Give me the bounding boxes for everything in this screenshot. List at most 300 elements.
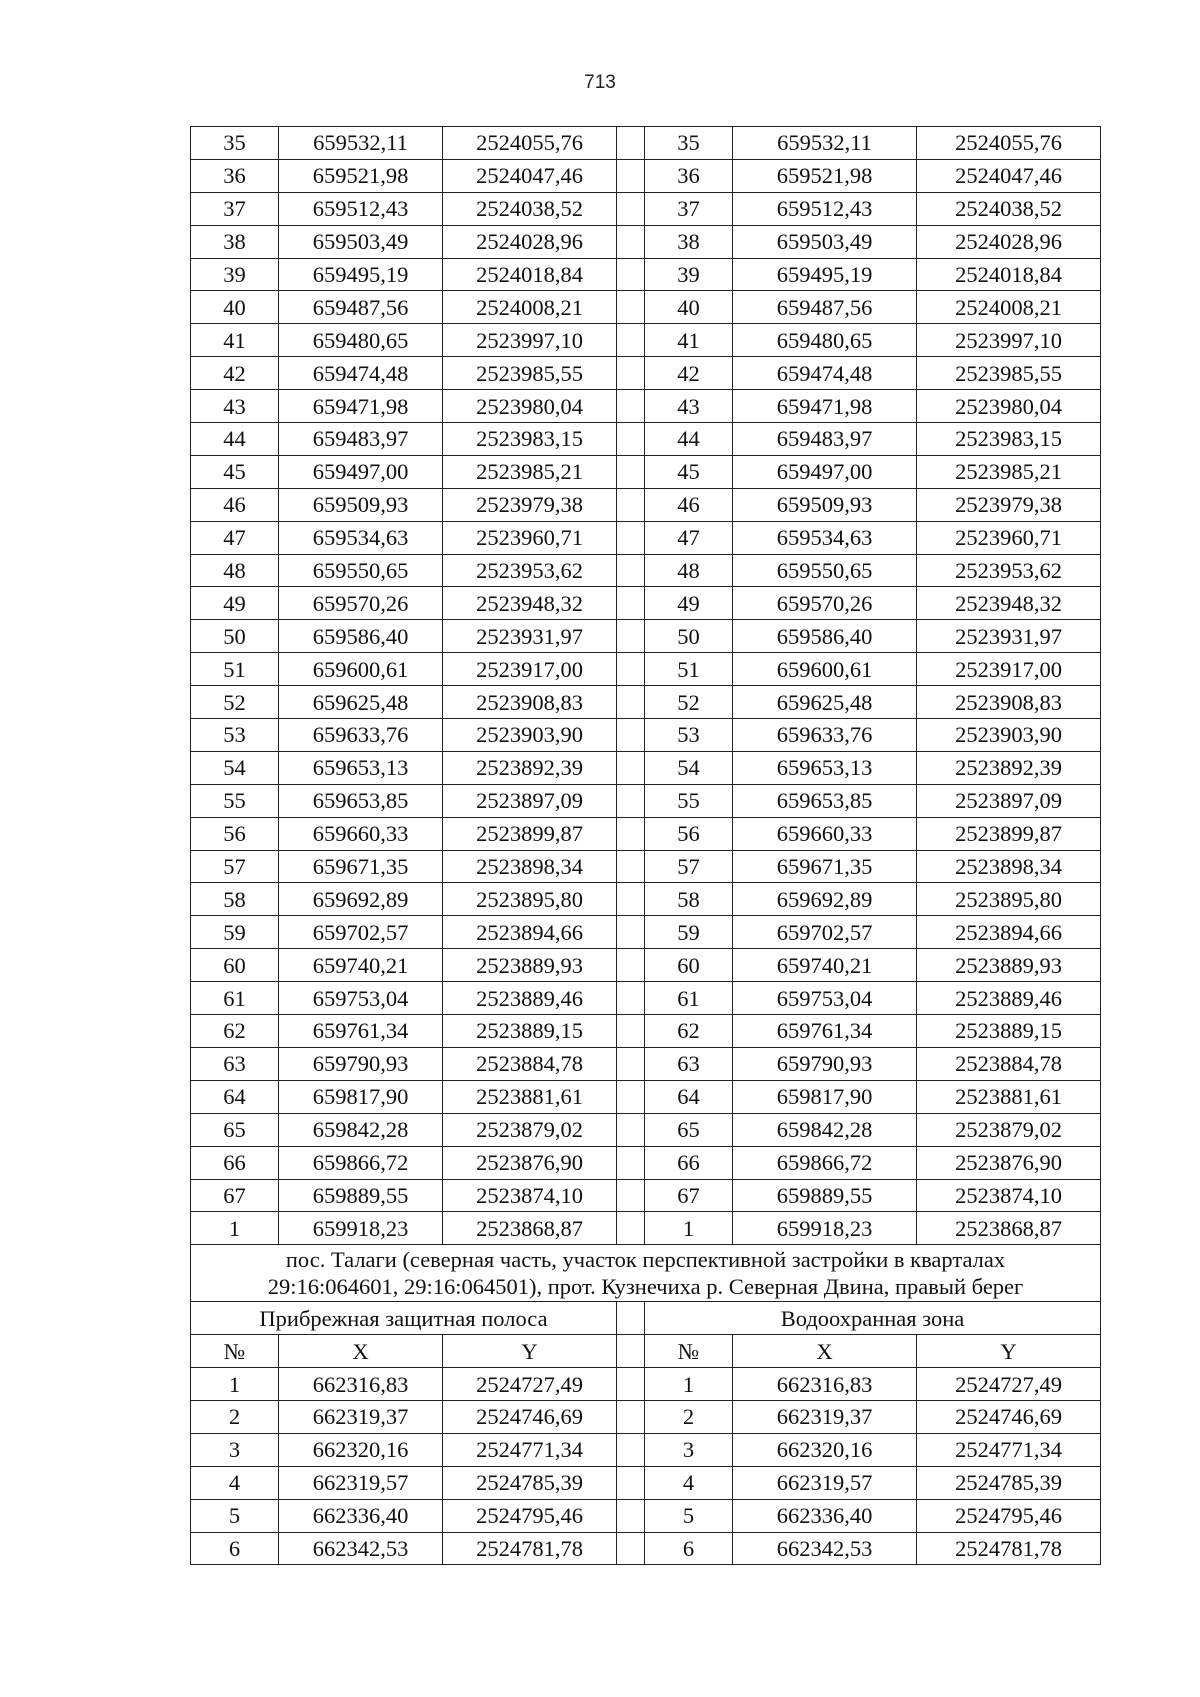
point-number-left: 66 (191, 1146, 279, 1179)
point-number-right: 6 (645, 1532, 733, 1565)
x-coordinate-left: 659633,76 (279, 719, 443, 752)
x-coordinate-left: 659550,65 (279, 554, 443, 587)
x-coordinate-left: 659761,34 (279, 1015, 443, 1048)
point-number-right: 35 (645, 127, 733, 160)
point-number-left: 48 (191, 554, 279, 587)
y-coordinate-right: 2523980,04 (917, 390, 1101, 423)
point-number-left: 1 (191, 1212, 279, 1245)
x-coordinate-right: 659740,21 (733, 949, 917, 982)
x-coordinate-left: 662336,40 (279, 1499, 443, 1532)
x-coordinate-right: 659512,43 (733, 192, 917, 225)
point-number-left: 36 (191, 159, 279, 192)
point-number-left: 52 (191, 686, 279, 719)
y-coordinate-left: 2524008,21 (443, 291, 617, 324)
y-coordinate-right: 2523898,34 (917, 850, 1101, 883)
section-caption-row (191, 1245, 1101, 1302)
point-number-left: 5 (191, 1499, 279, 1532)
table-row (191, 127, 1101, 160)
spacer-cell (617, 686, 645, 719)
y-coordinate-left: 2524727,49 (443, 1368, 617, 1401)
x-coordinate-left: 662320,16 (279, 1433, 443, 1466)
x-coordinate-right: 659532,11 (733, 127, 917, 160)
y-coordinate-right: 2524038,52 (917, 192, 1101, 225)
column-header-y-right: Y (917, 1335, 1101, 1368)
point-number-left: 38 (191, 225, 279, 258)
point-number-right: 48 (645, 554, 733, 587)
x-coordinate-left: 659817,90 (279, 1080, 443, 1113)
x-coordinate-right: 659790,93 (733, 1047, 917, 1080)
spacer-cell (617, 390, 645, 423)
point-number-right: 5 (645, 1499, 733, 1532)
x-coordinate-left: 662319,57 (279, 1466, 443, 1499)
spacer-cell (617, 423, 645, 456)
spacer-cell (617, 1368, 645, 1401)
x-coordinate-right: 662319,37 (733, 1400, 917, 1433)
table-row (191, 488, 1101, 521)
x-coordinate-left: 659521,98 (279, 159, 443, 192)
x-coordinate-right: 659474,48 (733, 357, 917, 390)
x-coordinate-left: 662316,83 (279, 1368, 443, 1401)
table-row (191, 1146, 1101, 1179)
point-number-left: 50 (191, 620, 279, 653)
table-row (191, 686, 1101, 719)
point-number-right: 64 (645, 1080, 733, 1113)
x-coordinate-left: 659600,61 (279, 653, 443, 686)
y-coordinate-left: 2523917,00 (443, 653, 617, 686)
table-row (191, 258, 1101, 291)
x-coordinate-right: 659570,26 (733, 587, 917, 620)
point-number-right: 58 (645, 883, 733, 916)
x-coordinate-left: 659790,93 (279, 1047, 443, 1080)
table-row (191, 1179, 1101, 1212)
x-coordinate-right: 659495,19 (733, 258, 917, 291)
table-row (191, 916, 1101, 949)
point-number-left: 6 (191, 1532, 279, 1565)
table-row (191, 719, 1101, 752)
y-coordinate-right: 2523985,21 (917, 455, 1101, 488)
point-number-right: 49 (645, 587, 733, 620)
y-coordinate-left: 2523895,80 (443, 883, 617, 916)
x-coordinate-right: 659889,55 (733, 1179, 917, 1212)
point-number-left: 42 (191, 357, 279, 390)
x-coordinate-right: 659586,40 (733, 620, 917, 653)
y-coordinate-right: 2524028,96 (917, 225, 1101, 258)
y-coordinate-left: 2523948,32 (443, 587, 617, 620)
spacer-cell (617, 620, 645, 653)
point-number-right: 61 (645, 982, 733, 1015)
section2-header (191, 1245, 1101, 1368)
point-number-right: 1 (645, 1212, 733, 1245)
y-coordinate-left: 2523881,61 (443, 1080, 617, 1113)
x-coordinate-right: 659817,90 (733, 1080, 917, 1113)
point-number-left: 3 (191, 1433, 279, 1466)
spacer-cell (617, 1179, 645, 1212)
table-row (191, 1400, 1101, 1433)
y-coordinate-left: 2523889,46 (443, 982, 617, 1015)
spacer-cell (617, 850, 645, 883)
y-coordinate-right: 2523983,15 (917, 423, 1101, 456)
x-coordinate-left: 659480,65 (279, 324, 443, 357)
x-coordinate-right: 659633,76 (733, 719, 917, 752)
x-coordinate-right: 659702,57 (733, 916, 917, 949)
x-coordinate-right: 659471,98 (733, 390, 917, 423)
y-coordinate-left: 2523985,21 (443, 455, 617, 488)
x-coordinate-right: 659660,33 (733, 817, 917, 850)
y-coordinate-left: 2523898,34 (443, 850, 617, 883)
spacer-cell (617, 817, 645, 850)
table-row (191, 1047, 1101, 1080)
x-coordinate-left: 659660,33 (279, 817, 443, 850)
y-coordinate-left: 2523876,90 (443, 1146, 617, 1179)
spacer-cell (617, 357, 645, 390)
y-coordinate-right: 2524008,21 (917, 291, 1101, 324)
point-number-left: 2 (191, 1400, 279, 1433)
x-coordinate-right: 659480,65 (733, 324, 917, 357)
table-row (191, 1499, 1101, 1532)
table-row (191, 751, 1101, 784)
group-header-row (191, 1302, 1101, 1335)
page-number: 713 (584, 72, 616, 93)
y-coordinate-right: 2524781,78 (917, 1532, 1101, 1565)
section2-rows (191, 1368, 1101, 1565)
x-coordinate-right: 659653,85 (733, 784, 917, 817)
section-caption-line2: 29:16:064601, 29:16:064501), прот. Кузнечиха р. Северная Двина, правый берег (267, 1274, 1024, 1300)
spacer-cell (617, 949, 645, 982)
y-coordinate-right: 2523897,09 (917, 784, 1101, 817)
y-coordinate-right: 2523889,15 (917, 1015, 1101, 1048)
point-number-right: 2 (645, 1400, 733, 1433)
table-row (191, 423, 1101, 456)
y-coordinate-left: 2524746,69 (443, 1400, 617, 1433)
point-number-right: 4 (645, 1466, 733, 1499)
point-number-left: 60 (191, 949, 279, 982)
spacer-cell (617, 1302, 645, 1335)
point-number-right: 55 (645, 784, 733, 817)
spacer-cell (617, 291, 645, 324)
point-number-right: 42 (645, 357, 733, 390)
point-number-right: 51 (645, 653, 733, 686)
y-coordinate-right: 2523953,62 (917, 554, 1101, 587)
y-coordinate-left: 2523889,15 (443, 1015, 617, 1048)
x-coordinate-right: 662319,57 (733, 1466, 917, 1499)
x-coordinate-left: 659487,56 (279, 291, 443, 324)
section1-rows (191, 127, 1101, 1245)
point-number-left: 39 (191, 258, 279, 291)
x-coordinate-left: 659509,93 (279, 488, 443, 521)
y-coordinate-right: 2523960,71 (917, 521, 1101, 554)
x-coordinate-left: 659570,26 (279, 587, 443, 620)
y-coordinate-left: 2524781,78 (443, 1532, 617, 1565)
point-number-right: 37 (645, 192, 733, 225)
spacer-cell (617, 1335, 645, 1368)
x-coordinate-left: 659625,48 (279, 686, 443, 719)
y-coordinate-right: 2524727,49 (917, 1368, 1101, 1401)
point-number-left: 61 (191, 982, 279, 1015)
y-coordinate-right: 2523917,00 (917, 653, 1101, 686)
point-number-left: 1 (191, 1368, 279, 1401)
spacer-cell (617, 982, 645, 1015)
point-number-right: 65 (645, 1113, 733, 1146)
spacer-cell (617, 1080, 645, 1113)
point-number-right: 67 (645, 1179, 733, 1212)
y-coordinate-right: 2523979,38 (917, 488, 1101, 521)
y-coordinate-left: 2524018,84 (443, 258, 617, 291)
y-coordinate-left: 2524795,46 (443, 1499, 617, 1532)
spacer-cell (617, 1400, 645, 1433)
y-coordinate-left: 2523894,66 (443, 916, 617, 949)
x-coordinate-right: 659483,97 (733, 423, 917, 456)
y-coordinate-left: 2523997,10 (443, 324, 617, 357)
coordinates-table (190, 126, 1101, 1565)
y-coordinate-left: 2523889,93 (443, 949, 617, 982)
spacer-cell (617, 719, 645, 752)
x-coordinate-left: 659753,04 (279, 982, 443, 1015)
y-coordinate-right: 2524785,39 (917, 1466, 1101, 1499)
point-number-right: 62 (645, 1015, 733, 1048)
table-row (191, 390, 1101, 423)
x-coordinate-right: 659866,72 (733, 1146, 917, 1179)
column-header-y-left: Y (443, 1335, 617, 1368)
spacer-cell (617, 1146, 645, 1179)
point-number-right: 43 (645, 390, 733, 423)
table-row (191, 620, 1101, 653)
point-number-left: 37 (191, 192, 279, 225)
x-coordinate-left: 659512,43 (279, 192, 443, 225)
spacer-cell (617, 1015, 645, 1048)
point-number-right: 59 (645, 916, 733, 949)
table-row (191, 225, 1101, 258)
y-coordinate-left: 2523897,09 (443, 784, 617, 817)
point-number-left: 56 (191, 817, 279, 850)
x-coordinate-left: 659842,28 (279, 1113, 443, 1146)
x-coordinate-right: 659550,65 (733, 554, 917, 587)
table-row (191, 192, 1101, 225)
y-coordinate-left: 2524785,39 (443, 1466, 617, 1499)
spacer-cell (617, 751, 645, 784)
y-coordinate-right: 2524771,34 (917, 1433, 1101, 1466)
y-coordinate-left: 2524055,76 (443, 127, 617, 160)
y-coordinate-right: 2523948,32 (917, 587, 1101, 620)
point-number-left: 58 (191, 883, 279, 916)
x-coordinate-left: 662342,53 (279, 1532, 443, 1565)
x-coordinate-left: 659918,23 (279, 1212, 443, 1245)
point-number-left: 65 (191, 1113, 279, 1146)
table-row (191, 357, 1101, 390)
point-number-left: 47 (191, 521, 279, 554)
y-coordinate-right: 2523899,87 (917, 817, 1101, 850)
y-coordinate-right: 2524746,69 (917, 1400, 1101, 1433)
point-number-right: 40 (645, 291, 733, 324)
section-caption-line1: пос. Талаги (северная часть, участок перспективной застройки в кварталах (285, 1247, 1006, 1273)
x-coordinate-left: 659471,98 (279, 390, 443, 423)
point-number-left: 45 (191, 455, 279, 488)
point-number-left: 40 (191, 291, 279, 324)
point-number-left: 55 (191, 784, 279, 817)
point-number-right: 50 (645, 620, 733, 653)
x-coordinate-right: 659842,28 (733, 1113, 917, 1146)
table-row (191, 653, 1101, 686)
water-protection-zone-header: Водоохранная зона (645, 1302, 1101, 1335)
x-coordinate-right: 659653,13 (733, 751, 917, 784)
y-coordinate-right: 2523931,97 (917, 620, 1101, 653)
point-number-left: 62 (191, 1015, 279, 1048)
point-number-right: 39 (645, 258, 733, 291)
x-coordinate-right: 659753,04 (733, 982, 917, 1015)
y-coordinate-left: 2523868,87 (443, 1212, 617, 1245)
column-header-x-right: X (733, 1335, 917, 1368)
spacer-cell (617, 192, 645, 225)
y-coordinate-right: 2523868,87 (917, 1212, 1101, 1245)
spacer-cell (617, 488, 645, 521)
point-number-right: 41 (645, 324, 733, 357)
x-coordinate-left: 659474,48 (279, 357, 443, 390)
spacer-cell (617, 1047, 645, 1080)
y-coordinate-right: 2524047,46 (917, 159, 1101, 192)
table-row (191, 554, 1101, 587)
table-row (191, 291, 1101, 324)
table-row (191, 982, 1101, 1015)
y-coordinate-left: 2523899,87 (443, 817, 617, 850)
y-coordinate-right: 2523889,93 (917, 949, 1101, 982)
y-coordinate-right: 2523908,83 (917, 686, 1101, 719)
x-coordinate-right: 659497,00 (733, 455, 917, 488)
y-coordinate-left: 2524028,96 (443, 225, 617, 258)
x-coordinate-right: 659487,56 (733, 291, 917, 324)
spacer-cell (617, 225, 645, 258)
point-number-right: 44 (645, 423, 733, 456)
x-coordinate-right: 659521,98 (733, 159, 917, 192)
table-row (191, 1113, 1101, 1146)
x-coordinate-left: 659740,21 (279, 949, 443, 982)
table-row (191, 784, 1101, 817)
x-coordinate-left: 659889,55 (279, 1179, 443, 1212)
table-row (191, 159, 1101, 192)
x-coordinate-left: 659653,85 (279, 784, 443, 817)
y-coordinate-left: 2523884,78 (443, 1047, 617, 1080)
spacer-cell (617, 784, 645, 817)
x-coordinate-right: 659600,61 (733, 653, 917, 686)
y-coordinate-right: 2524795,46 (917, 1499, 1101, 1532)
x-coordinate-right: 662342,53 (733, 1532, 917, 1565)
y-coordinate-right: 2523892,39 (917, 751, 1101, 784)
table-row (191, 949, 1101, 982)
x-coordinate-left: 659503,49 (279, 225, 443, 258)
spacer-cell (617, 324, 645, 357)
y-coordinate-left: 2523960,71 (443, 521, 617, 554)
point-number-right: 36 (645, 159, 733, 192)
x-coordinate-left: 659692,89 (279, 883, 443, 916)
x-coordinate-right: 659761,34 (733, 1015, 917, 1048)
x-coordinate-right: 659534,63 (733, 521, 917, 554)
x-coordinate-left: 659671,35 (279, 850, 443, 883)
point-number-right: 47 (645, 521, 733, 554)
y-coordinate-left: 2524047,46 (443, 159, 617, 192)
spacer-cell (617, 455, 645, 488)
y-coordinate-right: 2523881,61 (917, 1080, 1101, 1113)
spacer-cell (617, 1466, 645, 1499)
x-coordinate-left: 659495,19 (279, 258, 443, 291)
spacer-cell (617, 1433, 645, 1466)
point-number-left: 53 (191, 719, 279, 752)
spacer-cell (617, 883, 645, 916)
point-number-right: 38 (645, 225, 733, 258)
table-row (191, 1368, 1101, 1401)
x-coordinate-left: 659866,72 (279, 1146, 443, 1179)
point-number-left: 46 (191, 488, 279, 521)
table-row (191, 455, 1101, 488)
y-coordinate-left: 2523980,04 (443, 390, 617, 423)
y-coordinate-left: 2523953,62 (443, 554, 617, 587)
x-coordinate-right: 659503,49 (733, 225, 917, 258)
coastal-protective-strip-header: Прибрежная защитная полоса (191, 1302, 617, 1335)
x-coordinate-right: 659509,93 (733, 488, 917, 521)
spacer-cell (617, 1532, 645, 1565)
x-coordinate-left: 659532,11 (279, 127, 443, 160)
y-coordinate-left: 2523874,10 (443, 1179, 617, 1212)
point-number-right: 57 (645, 850, 733, 883)
table-row (191, 1212, 1101, 1245)
y-coordinate-right: 2523876,90 (917, 1146, 1101, 1179)
x-coordinate-left: 659702,57 (279, 916, 443, 949)
table-row (191, 817, 1101, 850)
y-coordinate-right: 2523889,46 (917, 982, 1101, 1015)
y-coordinate-left: 2523903,90 (443, 719, 617, 752)
point-number-left: 43 (191, 390, 279, 423)
point-number-right: 54 (645, 751, 733, 784)
x-coordinate-right: 659625,48 (733, 686, 917, 719)
x-coordinate-right: 662320,16 (733, 1433, 917, 1466)
point-number-right: 3 (645, 1433, 733, 1466)
spacer-cell (617, 587, 645, 620)
column-header-row (191, 1335, 1101, 1368)
y-coordinate-left: 2524038,52 (443, 192, 617, 225)
x-coordinate-right: 659918,23 (733, 1212, 917, 1245)
y-coordinate-right: 2523997,10 (917, 324, 1101, 357)
y-coordinate-left: 2523931,97 (443, 620, 617, 653)
point-number-left: 57 (191, 850, 279, 883)
point-number-left: 51 (191, 653, 279, 686)
table-row (191, 883, 1101, 916)
x-coordinate-right: 659692,89 (733, 883, 917, 916)
point-number-left: 49 (191, 587, 279, 620)
y-coordinate-right: 2523874,10 (917, 1179, 1101, 1212)
point-number-right: 53 (645, 719, 733, 752)
y-coordinate-right: 2523895,80 (917, 883, 1101, 916)
point-number-left: 59 (191, 916, 279, 949)
spacer-cell (617, 1212, 645, 1245)
y-coordinate-right: 2524055,76 (917, 127, 1101, 160)
spacer-cell (617, 258, 645, 291)
y-coordinate-left: 2523892,39 (443, 751, 617, 784)
point-number-left: 67 (191, 1179, 279, 1212)
table-row (191, 1080, 1101, 1113)
table-row (191, 1015, 1101, 1048)
x-coordinate-right: 662336,40 (733, 1499, 917, 1532)
x-coordinate-left: 659586,40 (279, 620, 443, 653)
x-coordinate-left: 662319,37 (279, 1400, 443, 1433)
table-row (191, 850, 1101, 883)
table-row (191, 1532, 1101, 1565)
point-number-right: 45 (645, 455, 733, 488)
point-number-right: 63 (645, 1047, 733, 1080)
spacer-cell (617, 1113, 645, 1146)
point-number-left: 54 (191, 751, 279, 784)
x-coordinate-left: 659534,63 (279, 521, 443, 554)
point-number-left: 4 (191, 1466, 279, 1499)
y-coordinate-left: 2523979,38 (443, 488, 617, 521)
spacer-cell (617, 916, 645, 949)
x-coordinate-right: 662316,83 (733, 1368, 917, 1401)
